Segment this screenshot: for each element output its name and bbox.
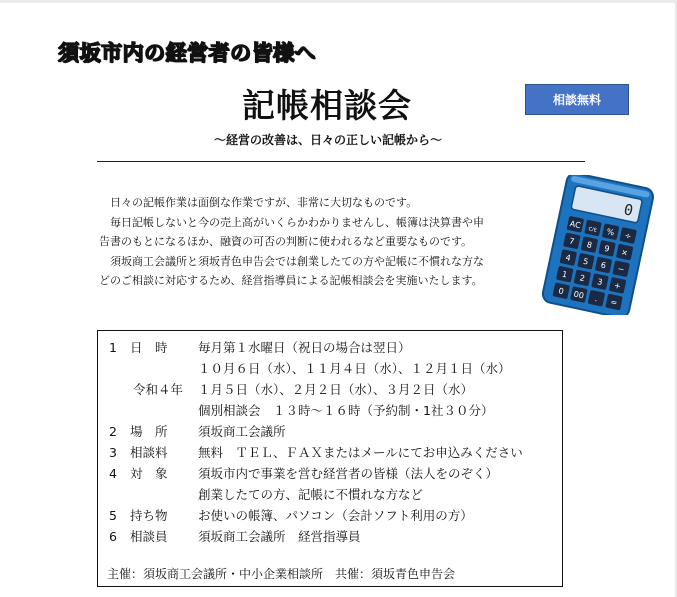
- intro-line: どのご相談に対応するため、経営指導員による記帳相談会を実施いたします。: [99, 274, 483, 287]
- item-number: 5: [109, 508, 117, 523]
- event-details-box: [97, 330, 563, 587]
- intro-line: 日々の記帳作業は面倒な作業ですが、非常に大切なものです。: [99, 196, 418, 209]
- calculator-key-label: −: [616, 264, 626, 275]
- item-label: 相談員: [130, 529, 168, 544]
- target-row: [98, 464, 564, 484]
- item-label: 場 所: [130, 424, 168, 439]
- item-number: 1: [109, 340, 117, 355]
- calculator-key-label: 7: [568, 236, 576, 247]
- intro-line: 須坂商工会議所と須坂青色申告会では創業したての方や記帳に不慣れな方な: [99, 254, 484, 268]
- calculator-key-label: 00: [572, 289, 585, 301]
- target-row: [98, 485, 564, 505]
- top-border: [0, 0, 677, 3]
- calculator-key-label: 8: [585, 240, 593, 251]
- page-title: 記帳相談会: [242, 86, 412, 125]
- calculator-key-label: .: [594, 294, 599, 304]
- schedule-line: 毎月第１水曜日（祝日の場合は翌日）: [198, 340, 411, 355]
- schedule-row: [98, 380, 564, 400]
- advisor-row: [98, 527, 564, 547]
- calculator-key-label: AC: [568, 219, 582, 231]
- item-number: 4: [109, 466, 117, 481]
- item-value: 須坂市内で事業を営む経営者の皆様（法人をのぞく）: [198, 466, 499, 481]
- calculator-key-label: 1: [561, 269, 569, 280]
- item-value: お使いの帳簿、パソコン（会計ソフト利用の方）: [198, 508, 473, 523]
- calculator-key-label: ÷: [623, 230, 633, 242]
- item-label: 相談料: [130, 445, 168, 460]
- calculator-key-label: 9: [603, 243, 611, 254]
- calculator-key-label: 6: [599, 260, 607, 271]
- calculator-key-label: C/E: [587, 226, 598, 234]
- bring-row: [98, 506, 564, 526]
- calculator-key-label: +: [613, 280, 622, 291]
- item-value: 須坂商工会議所: [198, 424, 286, 439]
- item-value: 須坂商工会議所 経営指導員: [198, 529, 361, 544]
- calculator-key-label: 5: [582, 256, 590, 267]
- schedule-line: 個別相談会 １３時～１６時（予約制・1社３０分）: [198, 403, 494, 418]
- item-number: 6: [109, 529, 117, 544]
- calculator-illustration: [532, 175, 660, 315]
- item-label: 持ち物: [130, 508, 168, 523]
- intro-line: 毎日記帳しないと今の売上高がいくらかわかりませんし、帳簿は決算書や申: [99, 215, 484, 229]
- item-number: 2: [109, 424, 117, 439]
- intro-paragraph: [99, 193, 529, 291]
- calculator-key-label: 2: [578, 273, 586, 284]
- greeting-heading: 須坂市内の経営者の皆様へ: [58, 41, 316, 65]
- free-consultation-badge: 相談無料: [525, 84, 629, 115]
- calculator-key-label: 0: [557, 286, 565, 297]
- item-value: 創業したての方、記帳に不慣れな方など: [198, 487, 424, 502]
- item-value: 無料 ＴＥＬ、ＦＡＸまたはメールにてお申込みください: [198, 445, 523, 460]
- intro-line: 告書のもとになるほか、融資の可否の判断に使われるなど重要なものです。: [99, 235, 473, 248]
- subtitle: ～経営の改善は、日々の正しい記帳から～: [214, 133, 443, 147]
- item-number: 3: [109, 445, 117, 460]
- calculator-key-label: 3: [596, 277, 604, 288]
- schedule-line: １０月６日（水）、１１月４日（水）、１２月１日（水）: [198, 361, 511, 376]
- item-label: 日 時: [130, 340, 168, 355]
- item-label: 対 象: [130, 466, 168, 481]
- schedule-line: １月５日（水）、２月２日（水）、３月２日（水）: [198, 382, 474, 397]
- calculator-key-label: ×: [620, 247, 629, 258]
- schedule-row: [98, 359, 564, 379]
- schedule-row: [98, 401, 564, 421]
- calculator-display: 0: [622, 200, 635, 220]
- place-row: [98, 422, 564, 442]
- title-divider: [97, 161, 585, 162]
- fee-row: [98, 443, 564, 463]
- era-label: 令和４年: [133, 382, 184, 397]
- schedule-row: [98, 338, 564, 358]
- calculator-key-label: %: [605, 227, 616, 238]
- calculator-key-label: =: [609, 297, 619, 308]
- calculator-key-label: 4: [564, 253, 572, 263]
- sponsor-line: 主催：須坂商工会議所・中小企業相談所 共催：須坂青色申告会: [107, 567, 456, 581]
